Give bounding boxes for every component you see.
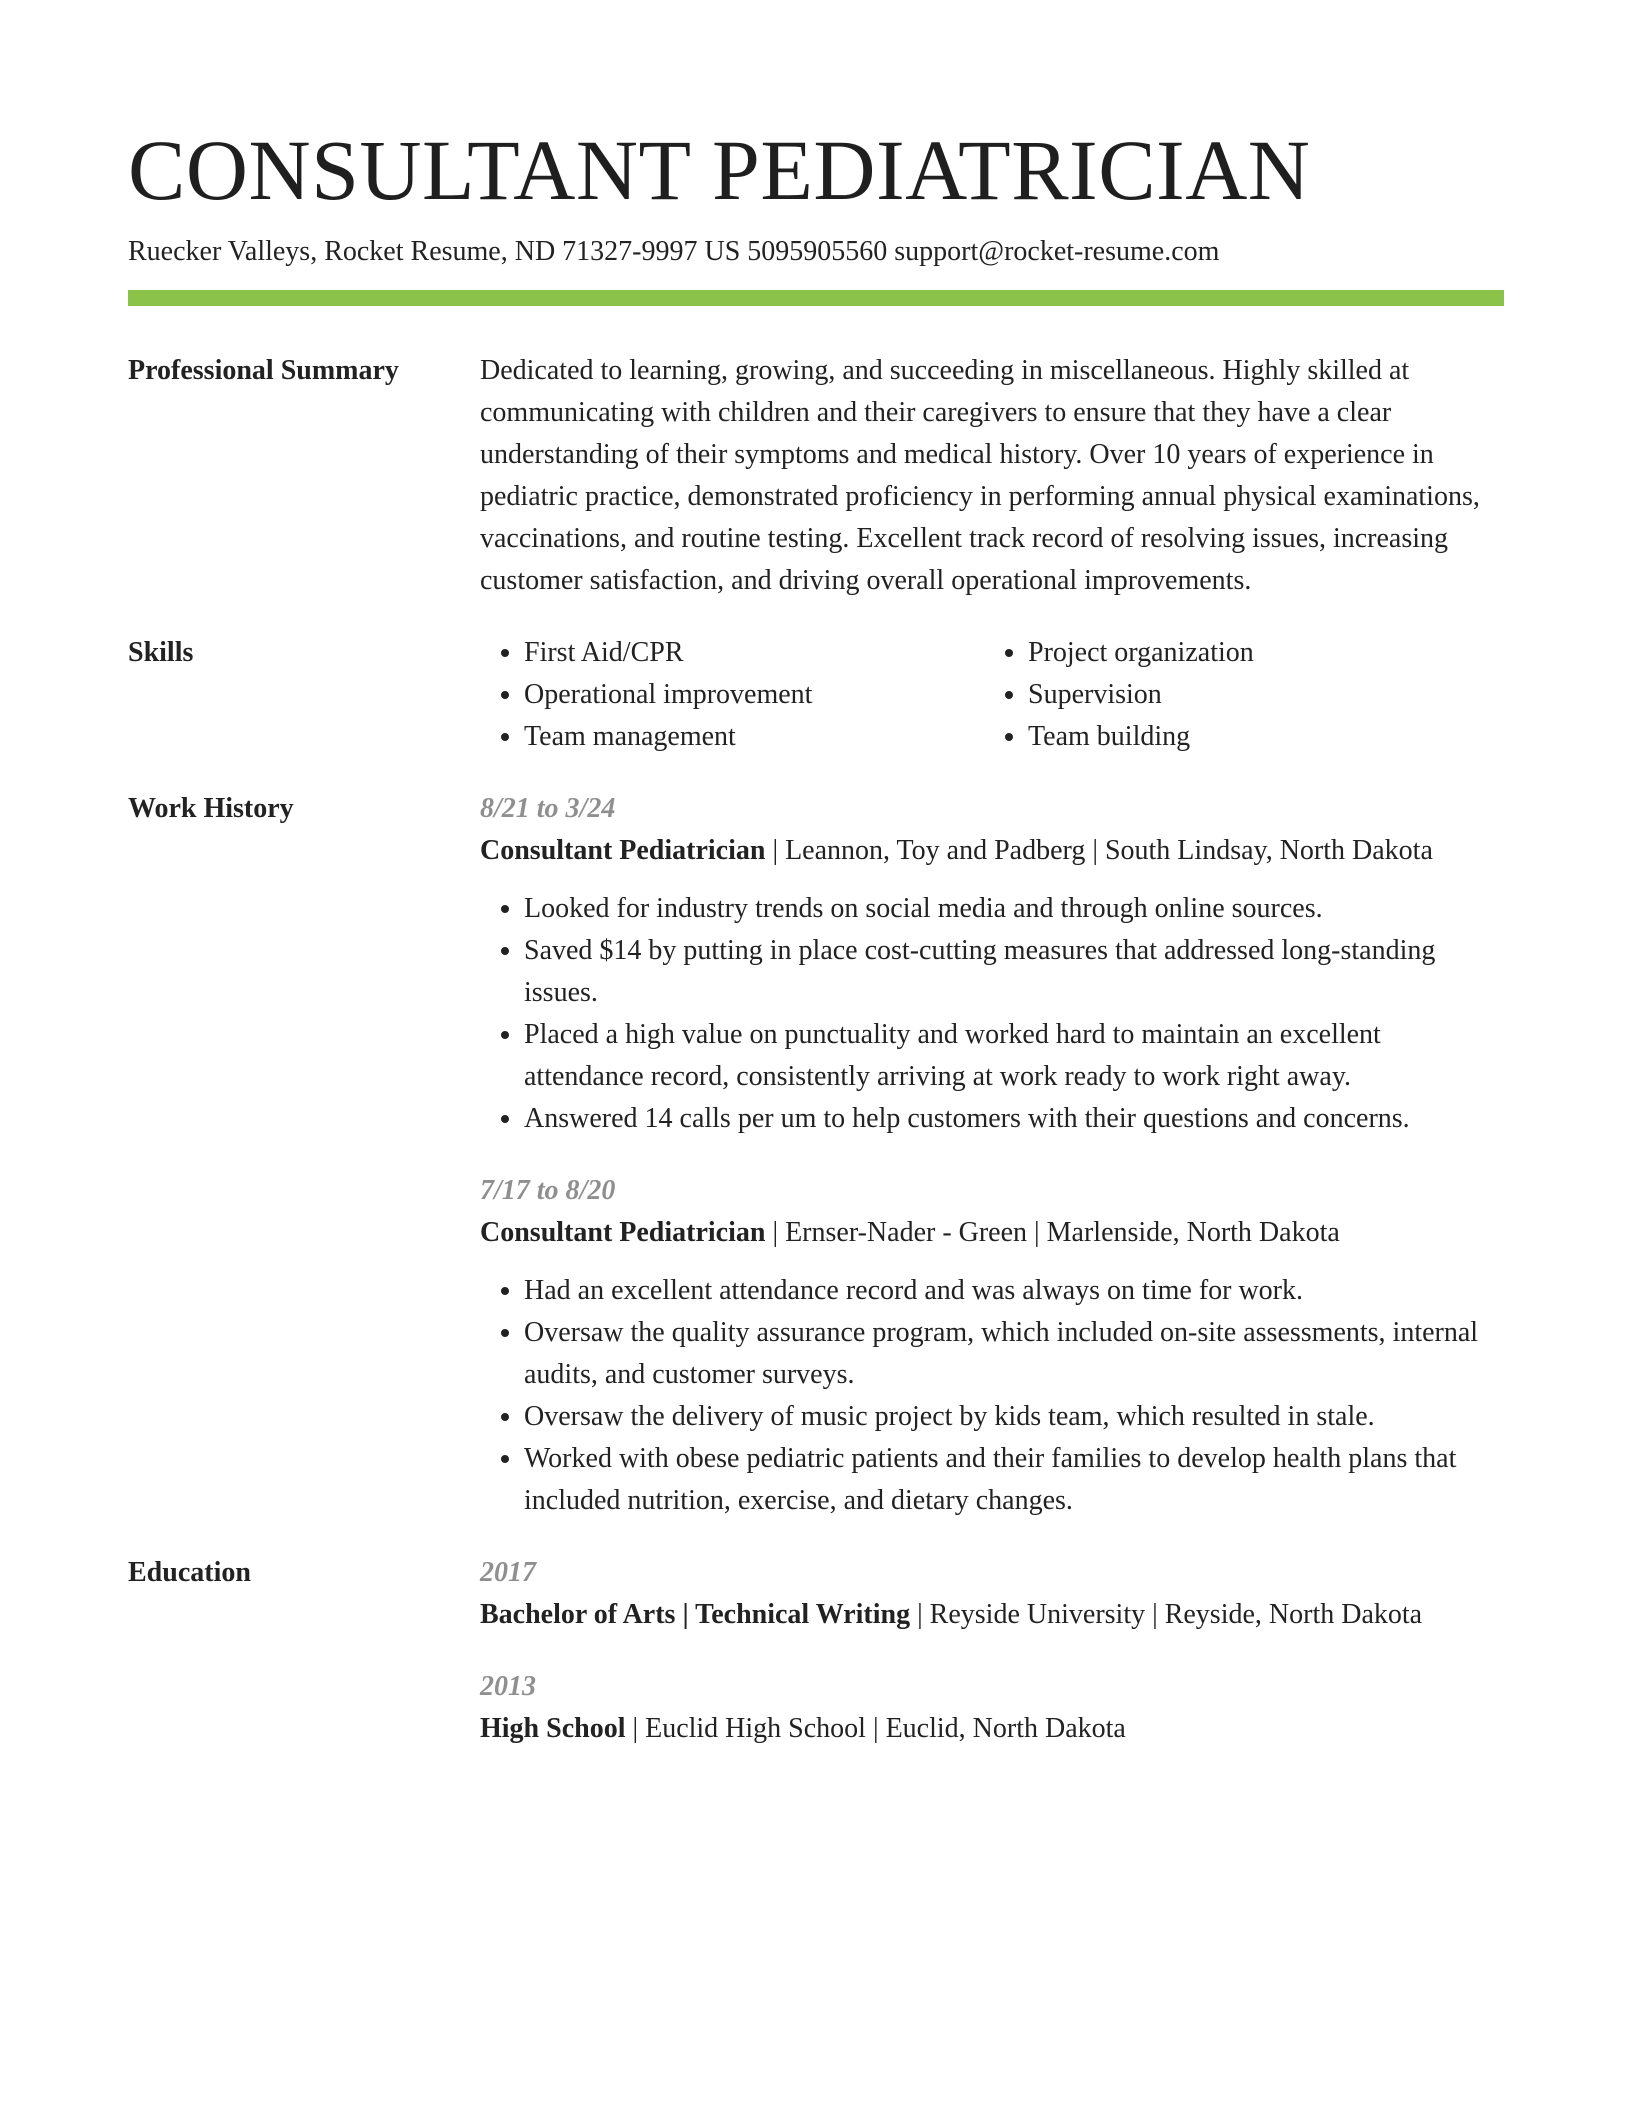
education-degree: High School [480,1713,626,1744]
education-line [480,1708,1504,1750]
skill-item: • Project organization [1028,632,1488,674]
resume-title: CONSULTANT PEDIATRICIAN [128,122,1311,218]
summary-section [128,350,1504,602]
job-details: | Leannon, Toy and Padberg | South Lindsay, North Dakota [765,835,1433,866]
job-entry [480,788,1504,1140]
job-entry [480,1170,1504,1522]
education-date: 2013 [480,1671,536,1702]
section-label-summary: Professional Summary [128,355,399,386]
education-entry [480,1552,1504,1636]
job-role-line [480,1212,1504,1254]
job-bullets [480,888,1504,1140]
work-history-section [128,788,1504,1522]
job-bullet: • Looked for industry trends on social media and through online sources. [524,888,1504,930]
skill-item: • Supervision [1028,674,1488,716]
section-label-skills: Skills [128,637,194,668]
section-label-education: Education [128,1557,251,1588]
skills-content [480,632,1504,758]
contact-line: Ruecker Valleys, Rocket Resume, ND 71327-9997 US 5095905560 support@rocket-resume.com [128,236,1220,267]
summary-text: Dedicated to learning, growing, and succeeding in miscellaneous. Highly skilled at communicating with children and their caregivers to ensure that they have a clear understanding of their symptoms and medical history. Over 10 years of experience in pediatric practice, demonstrated proficiency in performing annual physical examinations, vaccinations, and routine testing. Excellent track record of resolving issues, increasing customer satisfaction, and driving overall operational improvements. [480,355,1480,596]
job-title: Consultant Pediatrician [480,1217,766,1248]
job-bullet: • Placed a high value on punctuality and worked hard to maintain an excellent attendance record, consistently arriving at work ready to work right away. [524,1014,1504,1098]
skill-item: • Team building [1028,716,1488,758]
job-bullets [480,1270,1504,1522]
skill-item: • Team management [524,716,984,758]
education-degree: Bachelor of Arts | Technical Writing [480,1599,911,1630]
skills-section [128,632,1504,758]
job-bullet: • Oversaw the quality assurance program, which included on-site assessments, internal audits, and customer surveys. [524,1312,1504,1396]
skill-item: • Operational improvement [524,674,984,716]
job-role-line [480,830,1504,872]
accent-divider [128,290,1504,306]
education-line [480,1594,1504,1636]
education-details: | Euclid High School | Euclid, North Dakota [625,1713,1126,1744]
summary-content [480,350,1504,602]
work-history-content [480,788,1504,1522]
job-bullet: • Saved $14 by putting in place cost-cutting measures that addressed long-standing issues. [524,930,1504,1014]
job-bullet: • Had an excellent attendance record and was always on time for work. [524,1270,1504,1312]
job-bullet: • Worked with obese pediatric patients and their families to develop health plans that included nutrition, exercise, and dietary changes. [524,1438,1504,1522]
skill-item: • First Aid/CPR [524,632,984,674]
resume-page [128,118,1504,1750]
education-section [128,1552,1504,1750]
education-date: 2017 [480,1557,536,1588]
section-label-work: Work History [128,793,294,824]
job-date: 8/21 to 3/24 [480,793,616,824]
job-bullet: • Answered 14 calls per um to help customers with their questions and concerns. [524,1098,1504,1140]
education-entry [480,1666,1504,1750]
job-date: 7/17 to 8/20 [480,1175,616,1206]
education-content [480,1552,1504,1750]
job-title: Consultant Pediatrician [480,835,766,866]
education-details: | Reyside University | Reyside, North Dakota [910,1599,1423,1630]
job-bullet: • Oversaw the delivery of music project by kids team, which resulted in stale. [524,1396,1504,1438]
skills-column-2 [984,632,1488,758]
job-details: | Ernser-Nader - Green | Marlenside, North Dakota [765,1217,1340,1248]
skills-column-1 [480,632,984,758]
